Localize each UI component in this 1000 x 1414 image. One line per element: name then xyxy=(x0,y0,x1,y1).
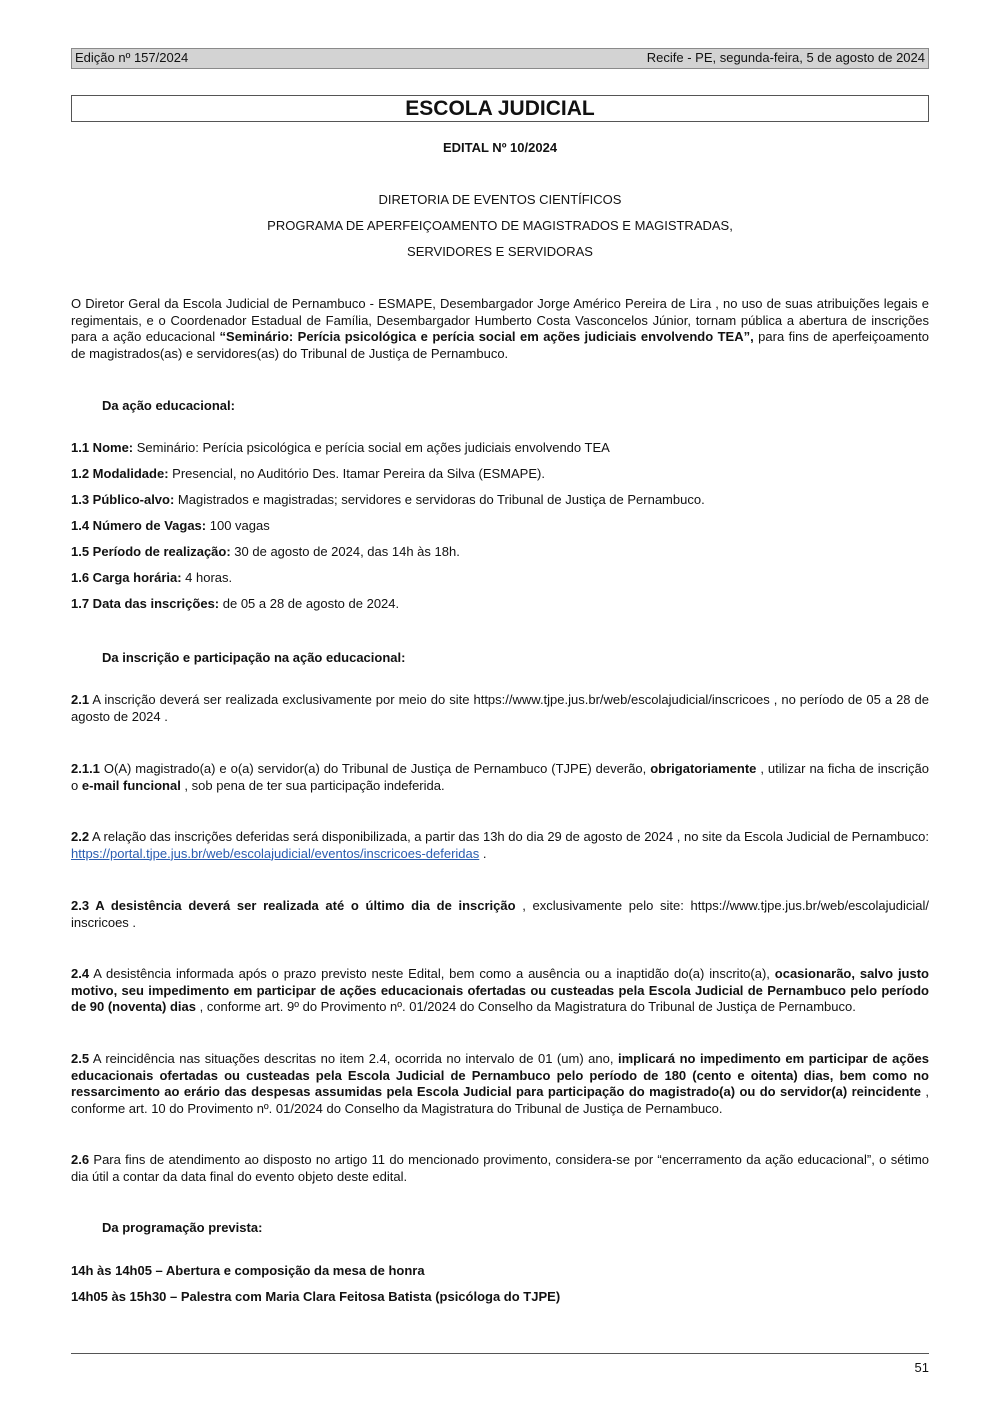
section-heading-programacao: Da programação prevista: xyxy=(102,1220,263,1235)
edital-title: EDITAL Nº 10/2024 xyxy=(442,140,558,155)
paragraph-2-1: 2.1 A inscrição deverá ser realizada exclusivamente por meio do site https://www.tjpe.jus.br/web/escolajudicial/inscricoes , no período de 05 a 28 de agosto de 2024 . xyxy=(71,692,929,724)
list-item: 1.3 Público-alvo: Magistrados e magistradas; servidores e servidoras do Tribunal de Justiça de Pernambuco. xyxy=(71,492,705,507)
paragraph-2-1-1: 2.1.1 O(A) magistrado(a) e o(a) servidor(a) do Tribunal de Justiça de Pernambuco (TJPE) deverão, obrigatoriamente , utilizar na ficha de inscrição o e-mail funcional , sob pena de ter sua participação indeferida. xyxy=(71,761,929,793)
list-item: 1.7 Data das inscrições: de 05 a 28 de agosto de 2024. xyxy=(71,596,400,611)
location-date: Recife - PE, segunda-feira, 5 de agosto de 2024 xyxy=(646,50,925,66)
schedule-item: 14h05 às 15h30 – Palestra com Maria Clara Feitosa Batista (psicóloga do TJPE) xyxy=(71,1289,561,1304)
list-item: 1.1 Nome: Seminário: Perícia psicológica e perícia social em ações judiciais envolvendo TEA xyxy=(71,440,610,455)
edition-number: Edição nº 157/2024 xyxy=(75,50,189,66)
section-heading-inscricao: Da inscrição e participação na ação educacional: xyxy=(102,650,406,665)
list-item: 1.2 Modalidade: Presencial, no Auditório Des. Itamar Pereira da Silva (ESMAPE). xyxy=(71,466,545,481)
schedule-item: 14h às 14h05 – Abertura e composição da mesa de honra xyxy=(71,1263,425,1278)
page-header xyxy=(71,48,929,69)
section-heading-acao: Da ação educacional: xyxy=(102,398,235,413)
list-item: 1.5 Período de realização: 30 de agosto de 2024, das 14h às 18h. xyxy=(71,544,460,559)
directorate-line-1: DIRETORIA DE EVENTOS CIENTÍFICOS xyxy=(378,192,622,207)
list-item: 1.6 Carga horária: 4 horas. xyxy=(71,570,233,585)
inscricoes-deferidas-link[interactable]: https://portal.tjpe.jus.br/web/escolajudicial/eventos/inscricoes-deferidas xyxy=(71,845,480,861)
directorate-line-2: PROGRAMA DE APERFEIÇOAMENTO DE MAGISTRADOS E MAGISTRADAS, xyxy=(267,218,733,233)
section-title: ESCOLA JUDICIAL xyxy=(71,95,929,122)
paragraph-2-4: 2.4 A desistência informada após o prazo previsto neste Edital, bem como a ausência ou a inaptidão do(a) inscrito(a), ocasionarão, salvo justo motivo, seu impedimento em participar de ações educacionais ofertadas ou custeadas pela Escola Judicial de Pernambuco pelo período de 90 (noventa) dias , conforme art. 9º do Provimento nº. 01/2024 do Conselho da Magistratura do Tribunal de Justiça de Pernambuco. xyxy=(71,966,929,1014)
paragraph-2-5: 2.5 A reincidência nas situações descritas no item 2.4, ocorrida no intervalo de 01 (um) ano, implicará no impedimento em participar de ações educacionais ofertadas ou custeadas pela Escola Judicial de Pernambuco pelo período de 180 (cento e oitenta) dias, bem como no ressarcimento ao erário das despesas assumidas pela Escola Judicial para participação do magistrado(a) ou do servidor(a) reincidente , conforme art. 10 do Provimento nº. 01/2024 do Conselho da Magistratura do Tribunal de Justiça de Pernambuco. xyxy=(71,1051,929,1116)
intro-paragraph: O Diretor Geral da Escola Judicial de Pernambuco - ESMAPE, Desembargador Jorge Américo Pereira de Lira , no uso de suas atribuições legais e regimentais, e o Coordenador Estadual de Família, Desembargador Humberto Costa Vasconcelos Júnior, tornam pública a abertura de inscrições para a ação educacional “Seminário: Perícia psicológica e perícia social em ações judiciais envolvendo TEA”, para fins de aperfeiçoamento de magistrados(as) e servidores(as) do Tribunal de Justiça de Pernambuco. xyxy=(71,296,929,361)
event-title: “Seminário: Perícia psicológica e perícia social em ações judiciais envolvendo TEA”, xyxy=(219,329,754,344)
directorate-line-3: SERVIDORES E SERVIDORAS xyxy=(407,244,593,259)
list-item: 1.4 Número de Vagas: 100 vagas xyxy=(71,518,270,533)
page-number: 51 xyxy=(914,1360,929,1375)
paragraph-2-6: 2.6 Para fins de atendimento ao disposto no artigo 11 do mencionado provimento, considera-se por “encerramento da ação educacional”, o sétimo dia útil a contar da data final do evento objeto deste edital. xyxy=(71,1152,929,1184)
paragraph-2-2: 2.2 A relação das inscrições deferidas será disponibilizada, a partir das 13h do dia 29 de agosto de 2024 , no site da Escola Judicial de Pernambuco: https://portal.tjpe.jus.br/web/escolajudicial/eventos/inscricoes-deferidas . xyxy=(71,829,929,861)
paragraph-2-3: 2.3 A desistência deverá ser realizada até o último dia de inscrição , exclusivamente pelo site: https://www.tjpe.jus.br/web/escolajudicial/ inscricoes . xyxy=(71,898,929,930)
footer-divider xyxy=(71,1353,929,1354)
